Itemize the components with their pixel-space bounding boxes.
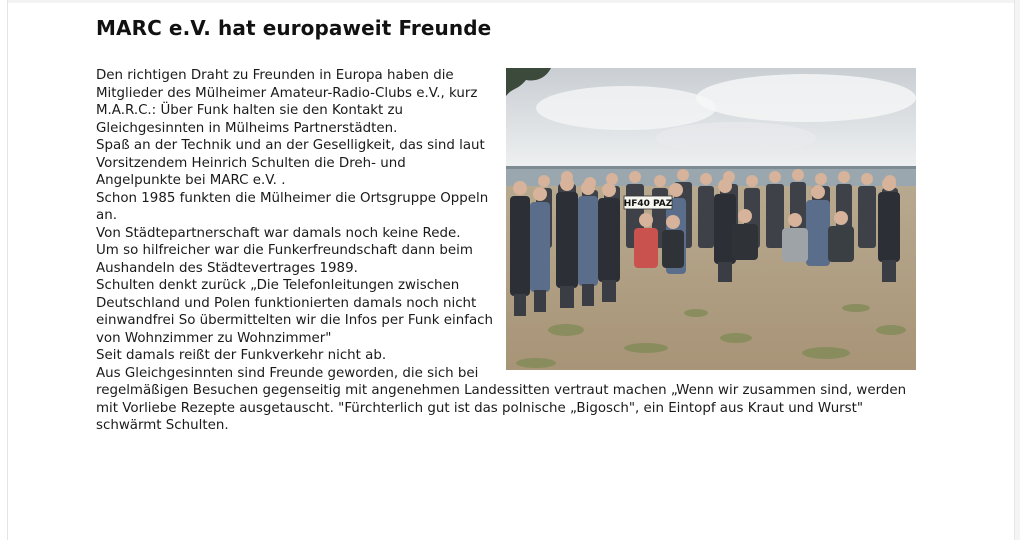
paragraph: Um so hilfreicher war die Funkerfreundschaft dann beim Aushandeln des Städtevertrages 1989. <box>96 243 473 276</box>
paragraph: Schulten denkt zurück „Die Telefonleitungen zwischen Deutschland und Polen funktionierten damals noch nicht einwandfrei So übermittelten wir die Infos per Funk einfach von Wohnzimmer zu Wohnzimmer" <box>96 278 494 346</box>
page-frame-top <box>0 0 1020 3</box>
page-frame-left <box>0 0 8 540</box>
paragraph: Schon 1985 funkten die Mülheimer die Ortsgruppe Oppeln an. <box>96 190 489 223</box>
paragraph: Von Städtepartnerschaft war damals noch keine Rede. <box>96 225 461 241</box>
paragraph: Aus Gleichgesinnten sind Freunde geworden, die sich bei regelmäßigen Besuchen gegenseitig mit angenehmen Landessitten vertraut machen „Wenn wir zusammen sind, werden mit Vorliebe Rezepte ausgetauscht. "Fürchterlich gut ist das polnische „Bigosch", ein Eintopf aus Kraut und Wurst" schwärmt Schulten. <box>96 365 907 433</box>
article-body <box>96 67 916 435</box>
photo-sign-text: HF40 PAZ <box>623 199 673 209</box>
page-frame-right <box>1014 0 1020 540</box>
article-title: MARC e.V. hat europaweit Freunde <box>96 16 492 40</box>
paragraph: Spaß an der Technik und an der Geselligkeit, das sind laut Vorsitzendem Heinrich Schulten die Dreh- und Angelpunkte bei MARC e.V. . <box>96 138 485 188</box>
paragraph: Den richtigen Draht zu Freunden in Europa haben die Mitglieder des Mülheimer Amateur-Radio-Clubs e.V., kurz M.A.R.C.: Über Funk halten sie den Kontakt zu Gleichgesinnten in Mülheims Partnerstädten. <box>96 68 478 136</box>
paragraph: Seit damals reißt der Funkverkehr nicht ab. <box>96 348 387 363</box>
group-photo <box>506 68 916 370</box>
